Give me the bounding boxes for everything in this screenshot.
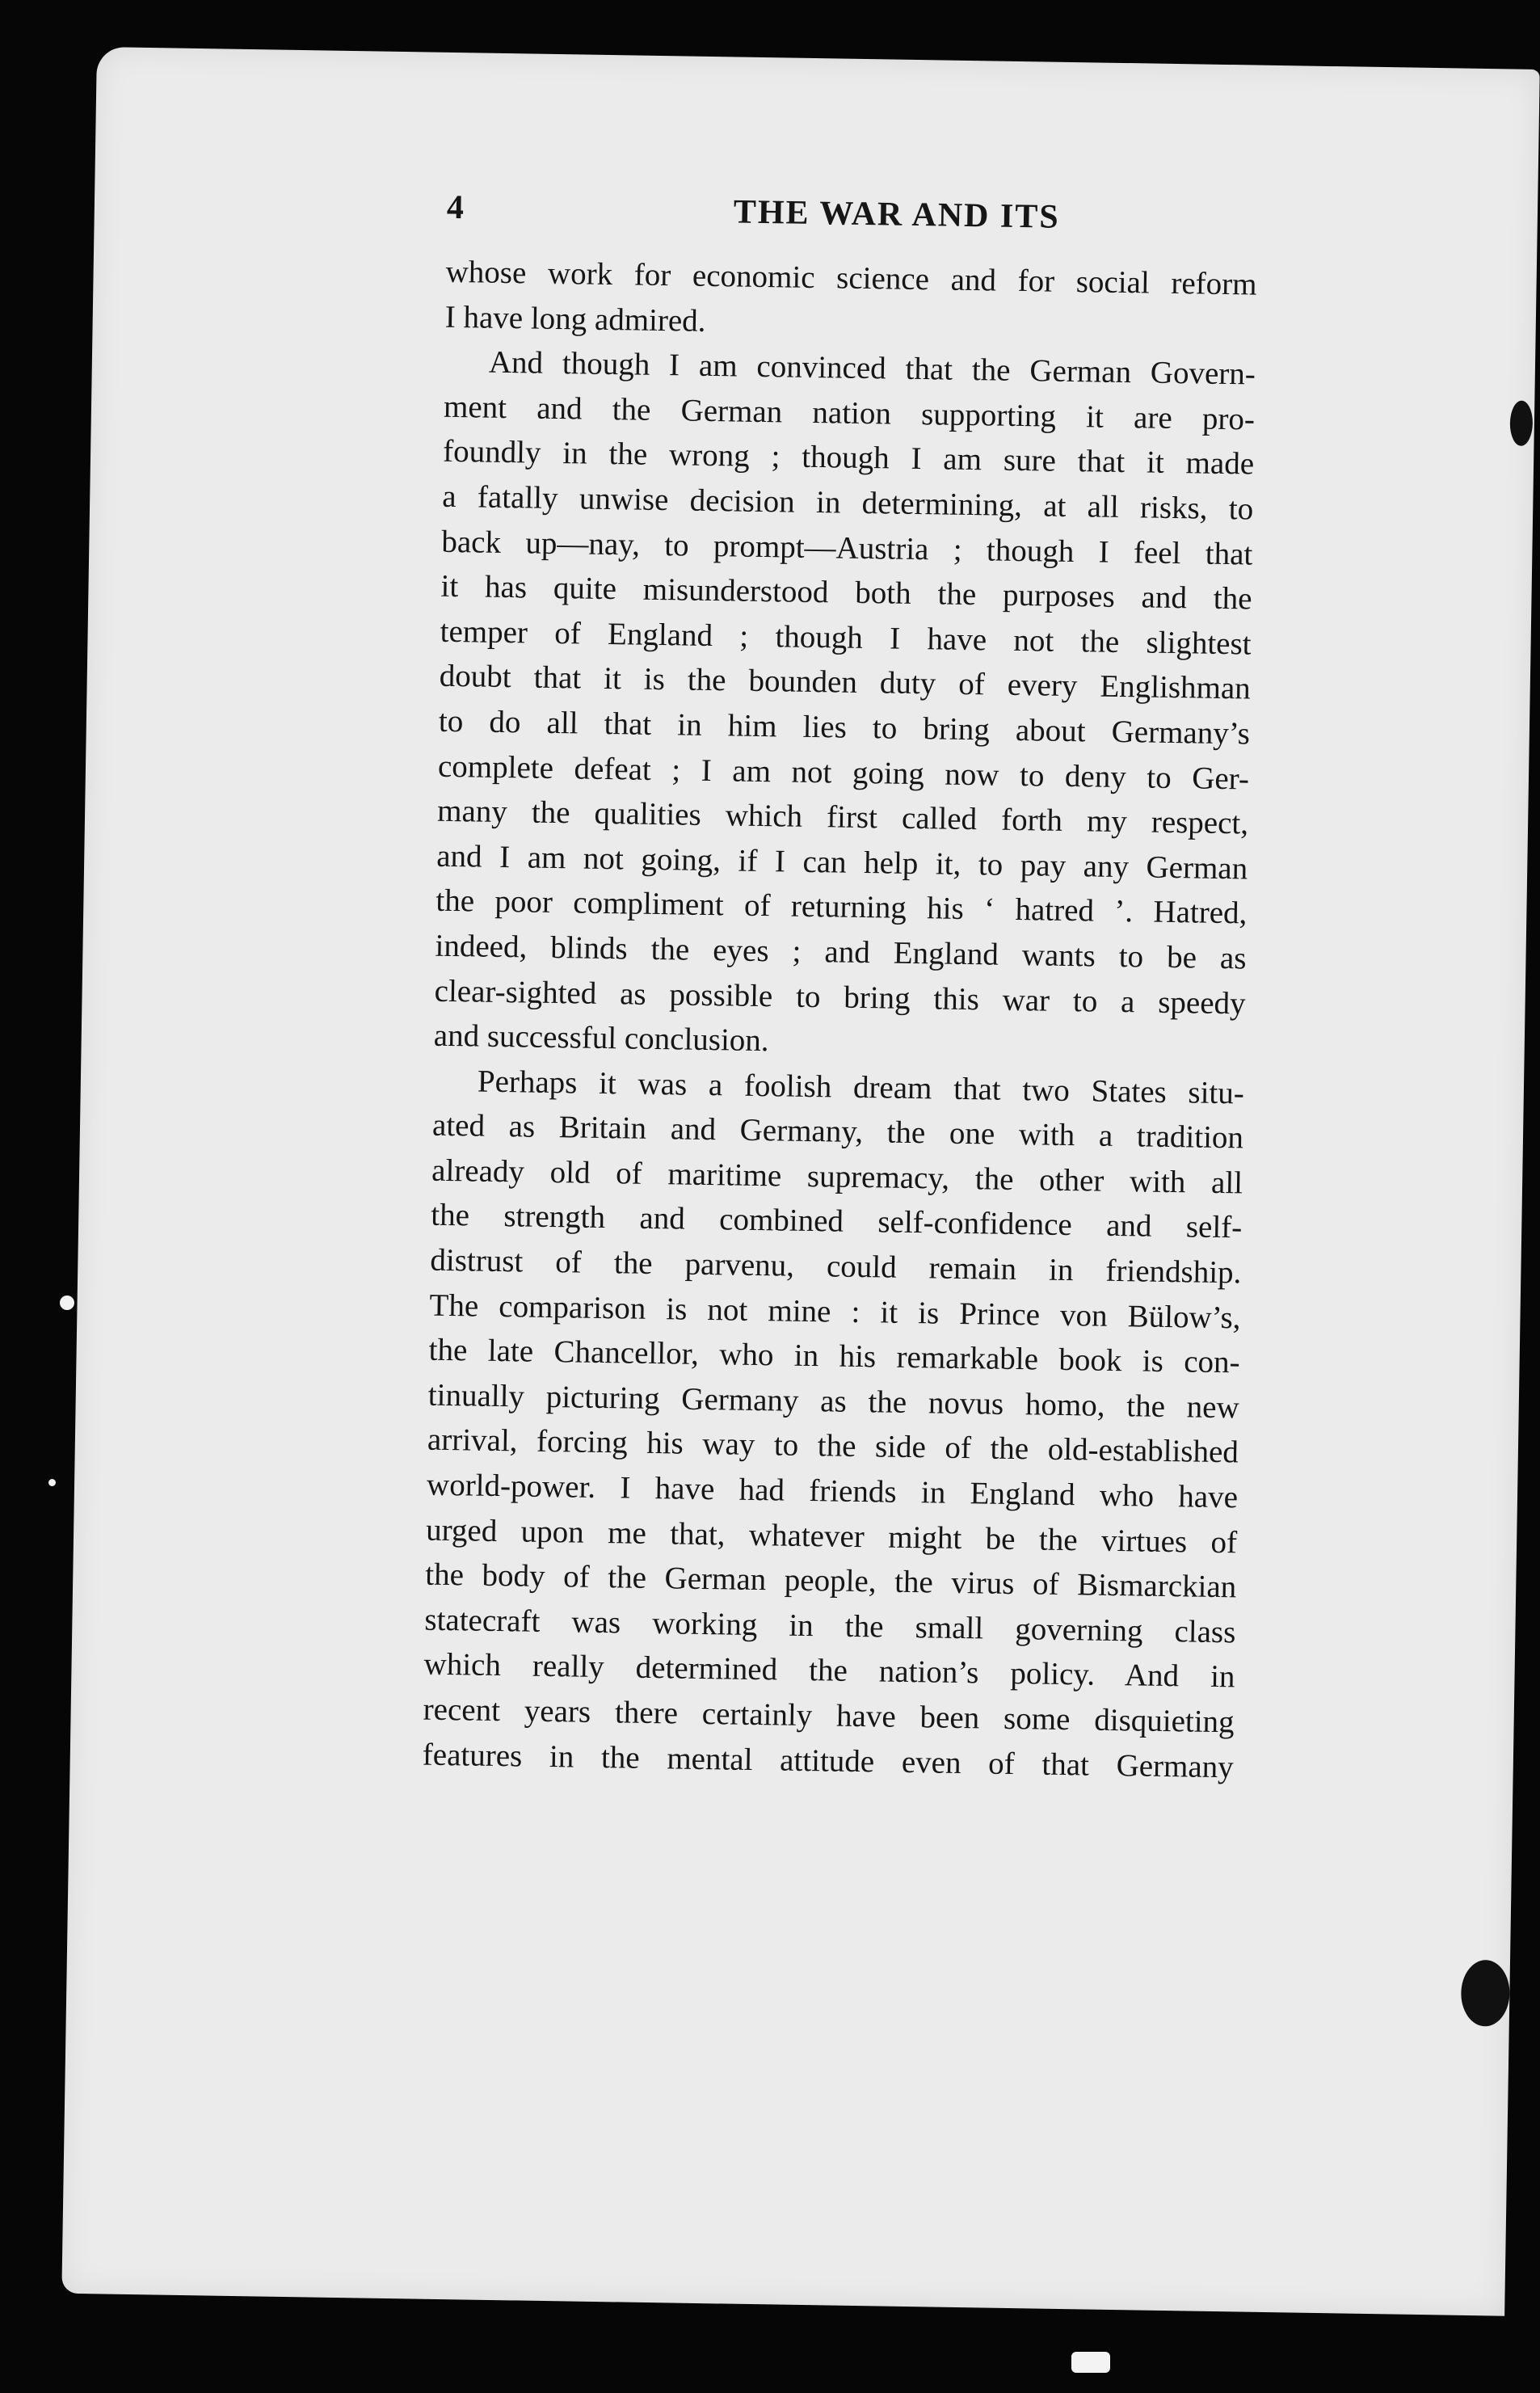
- book-page: [61, 47, 1539, 2316]
- text-line: complete defeat ; I am not going now to deny to Ger-: [437, 748, 1250, 797]
- text-line: arrival, forcing his way to the side of the old-established: [427, 1422, 1239, 1470]
- text-line: ment and the German nation supporting it are pro-: [443, 389, 1256, 437]
- text-line: clear-sighted as possible to bring this war to a speedy: [434, 973, 1246, 1021]
- text-line: a fatally unwise decision in determining, at all risks, to: [441, 478, 1254, 527]
- text-line: distrust of the parvenu, could remain in friendship.: [430, 1242, 1242, 1291]
- body-text: [422, 250, 1257, 1790]
- margin-speck: [60, 1296, 74, 1310]
- text-line: already old of maritime supremacy, the other with all: [431, 1152, 1243, 1201]
- text-line: features in the mental attitude even of that Germany: [422, 1737, 1235, 1784]
- text-line: the late Chancellor, who in his remarkable book is con-: [428, 1332, 1240, 1380]
- text-line: whose work for economic science and for social reform: [445, 254, 1257, 302]
- text-line: The comparison is not mine : it is Prince von Bülow’s,: [429, 1287, 1241, 1336]
- text-line: back up—nay, to prompt—Austria ; though I feel that: [441, 524, 1253, 572]
- text-line: doubt that it is the bounden duty of every Englishman: [439, 659, 1252, 706]
- page-number: 4: [446, 188, 465, 227]
- paragraph-3: [422, 1058, 1244, 1789]
- running-head: THE WAR AND ITS: [733, 193, 1061, 236]
- paragraph-1: [444, 250, 1257, 352]
- text-line: statecraft was working in the small governing class: [424, 1602, 1236, 1650]
- text-line: Perhaps it was a foolish dream that two States situ-: [477, 1064, 1245, 1111]
- text-line: ated as Britain and Germany, the one with a tradition: [431, 1107, 1244, 1156]
- text-line: and I am not going, if I can help it, to pay any German: [435, 838, 1248, 887]
- text-line: it has quite misunderstood both the purposes and the: [440, 568, 1252, 617]
- text-line: temper of England ; though I have not the slightest: [440, 613, 1252, 662]
- text-line: the strength and combined self-confidence and self-: [431, 1198, 1243, 1245]
- text-line: and successful conclusion.: [433, 1017, 769, 1059]
- text-line: recent years there certainly have been some disquieting: [423, 1692, 1235, 1740]
- text-line: many the qualities which first called forth my respect,: [436, 793, 1249, 841]
- margin-speck: [1071, 2352, 1110, 2373]
- text-line: urged upon me that, whatever might be the virtues of: [425, 1512, 1238, 1561]
- text-line: world-power. I have had friends in England who have: [426, 1467, 1239, 1515]
- text-line: to do all that in him lies to bring about Germany’s: [438, 703, 1251, 752]
- text-line: I have long admired.: [444, 299, 706, 339]
- text-line: foundly in the wrong ; though I am sure that it made: [442, 434, 1255, 482]
- text-line: And though I am convinced that the German Govern-: [488, 344, 1256, 392]
- text-line: the poor compliment of returning his ‘ hatred ’. Hatred,: [435, 883, 1248, 931]
- text-line: tinually picturing Germany as the novus homo, the new: [427, 1377, 1240, 1426]
- page-header: [446, 188, 1258, 250]
- text-line: the body of the German people, the virus of Bismarckian: [425, 1557, 1237, 1605]
- right-edge-notch: [1509, 401, 1533, 446]
- text-line: which really determined the nation’s policy. And in: [423, 1647, 1235, 1695]
- paragraph-2: [433, 339, 1256, 1071]
- margin-speck: [48, 1479, 56, 1486]
- text-line: indeed, blinds the eyes ; and England wants to be as: [435, 928, 1247, 976]
- right-edge-blot: [1461, 1960, 1510, 2027]
